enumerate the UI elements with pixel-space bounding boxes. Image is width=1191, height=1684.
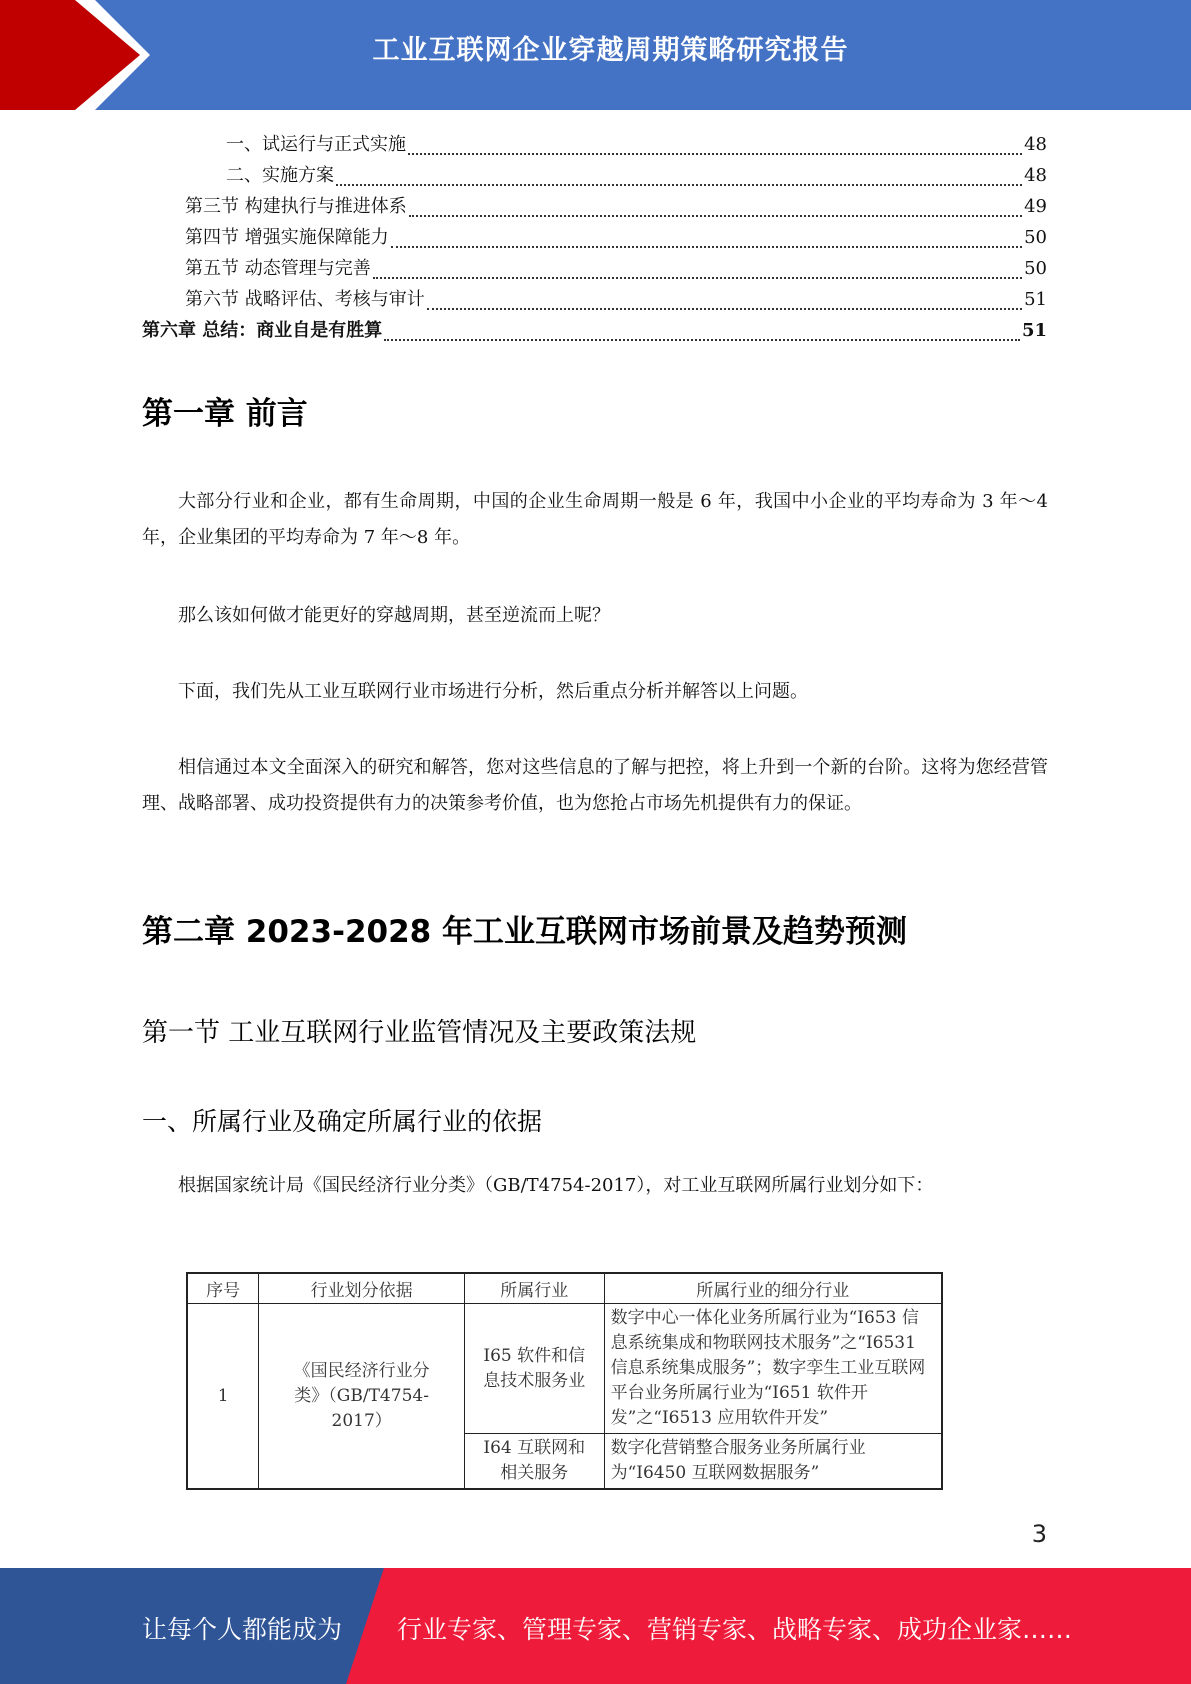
toc-entry-page: 50 xyxy=(1024,227,1047,248)
industry-classification-table xyxy=(186,1272,943,1490)
body-paragraph: 那么该如何做才能更好的穿越周期，甚至逆流而上呢？ xyxy=(178,605,610,626)
table-cell-basis: 《国民经济行业分类》（GB/T4754-2017） xyxy=(259,1304,465,1490)
toc-entry-page: 48 xyxy=(1024,134,1047,155)
toc-leader xyxy=(391,246,1022,248)
body-paragraph: 相信通过本文全面深入的研究和解答，您对这些信息的了解与把控，将上升到一个新的台阶。这将为您经营管理、战略部署、成功投资提供有力的决策参考价值，也为您抢占市场先机提供有力的保证。 xyxy=(142,757,1048,814)
page-number: 3 xyxy=(1031,1520,1047,1548)
table-header-cell: 所属行业的细分行业 xyxy=(604,1273,942,1304)
table-row xyxy=(187,1304,942,1434)
report-title: 工业互联网企业穿越周期策略研究报告 xyxy=(372,35,849,66)
footer-slogan-left: 让每个人都能成为 xyxy=(142,1615,343,1644)
toc-entry[interactable] xyxy=(142,223,1047,254)
footer-slogan-right: 行业专家、管理专家、营销专家、战略专家、成功企业家…… xyxy=(397,1615,1073,1644)
subsection-heading: 一、所属行业及确定所属行业的依据 xyxy=(142,1107,543,1136)
toc-leader xyxy=(373,277,1022,279)
toc-entry-label: 第三节 构建执行与推进体系 xyxy=(185,196,407,217)
table-header-cell: 序号 xyxy=(187,1273,259,1304)
toc-leader xyxy=(336,184,1022,186)
toc-leader xyxy=(384,339,1020,341)
toc-entry-label: 第六节 战略评估、考核与审计 xyxy=(185,289,425,310)
body-paragraph: 大部分行业和企业，都有生命周期，中国的企业生命周期一般是 6 年，我国中小企业的平均寿命为 3 年～4 年，企业集团的平均寿命为 7 年～8 年。 xyxy=(142,491,1048,548)
table-of-contents xyxy=(142,130,1047,347)
toc-entry[interactable] xyxy=(142,192,1047,223)
toc-leader xyxy=(409,215,1022,217)
body-paragraph: 下面，我们先从工业互联网行业市场进行分析，然后重点分析并解答以上问题。 xyxy=(178,681,808,702)
toc-entry[interactable] xyxy=(142,285,1047,316)
table-cell-detail: 数字化营销整合服务业务所属行业为“I6450 互联网数据服务” xyxy=(604,1434,942,1490)
chapter-1-heading: 第一章 前言 xyxy=(142,396,308,432)
toc-entry[interactable] xyxy=(142,161,1047,192)
toc-entry[interactable] xyxy=(142,316,1047,347)
toc-entry[interactable] xyxy=(142,254,1047,285)
body-paragraph: 根据国家统计局《国民经济行业分类》（GB/T4754-2017），对工业互联网所属行业划分如下： xyxy=(178,1175,934,1196)
section-heading: 第一节 工业互联网行业监管情况及主要政策法规 xyxy=(142,1018,697,1048)
toc-leader xyxy=(408,153,1022,155)
toc-entry-page: 48 xyxy=(1024,165,1047,186)
toc-entry-label: 二、实施方案 xyxy=(226,165,334,186)
table-header-cell: 所属行业 xyxy=(464,1273,604,1304)
toc-entry-page: 49 xyxy=(1024,196,1047,217)
toc-entry-page: 51 xyxy=(1024,289,1047,310)
table-cell-row-no: 1 xyxy=(187,1304,259,1490)
toc-entry[interactable] xyxy=(142,130,1047,161)
table-cell-industry: I65 软件和信息技术服务业 xyxy=(464,1304,604,1434)
toc-entry-label: 第五节 动态管理与完善 xyxy=(185,258,371,279)
toc-entry-page: 50 xyxy=(1024,258,1047,279)
table-cell-detail: 数字中心一体化业务所属行业为“I653 信息系统集成和物联网技术服务”之“I6531 信息系统集成服务”；数字孪生工业互联网平台业务所属行业为“I651 软件开发”之“I6513 应用软件开发” xyxy=(604,1304,942,1434)
table-header-cell: 行业划分依据 xyxy=(259,1273,465,1304)
toc-leader xyxy=(427,308,1022,310)
chapter-2-heading: 第二章 2023-2028 年工业互联网市场前景及趋势预测 xyxy=(142,914,908,950)
table-cell-industry: I64 互联网和相关服务 xyxy=(464,1434,604,1490)
table-header-row xyxy=(187,1273,942,1304)
toc-entry-label: 第六章 总结：商业自是有胜算 xyxy=(142,320,383,341)
toc-entry-label: 一、试运行与正式实施 xyxy=(226,134,406,155)
toc-entry-label: 第四节 增强实施保障能力 xyxy=(185,227,389,248)
page-footer xyxy=(0,1568,1191,1684)
page-header xyxy=(0,0,1191,110)
toc-entry-page: 51 xyxy=(1021,320,1047,341)
